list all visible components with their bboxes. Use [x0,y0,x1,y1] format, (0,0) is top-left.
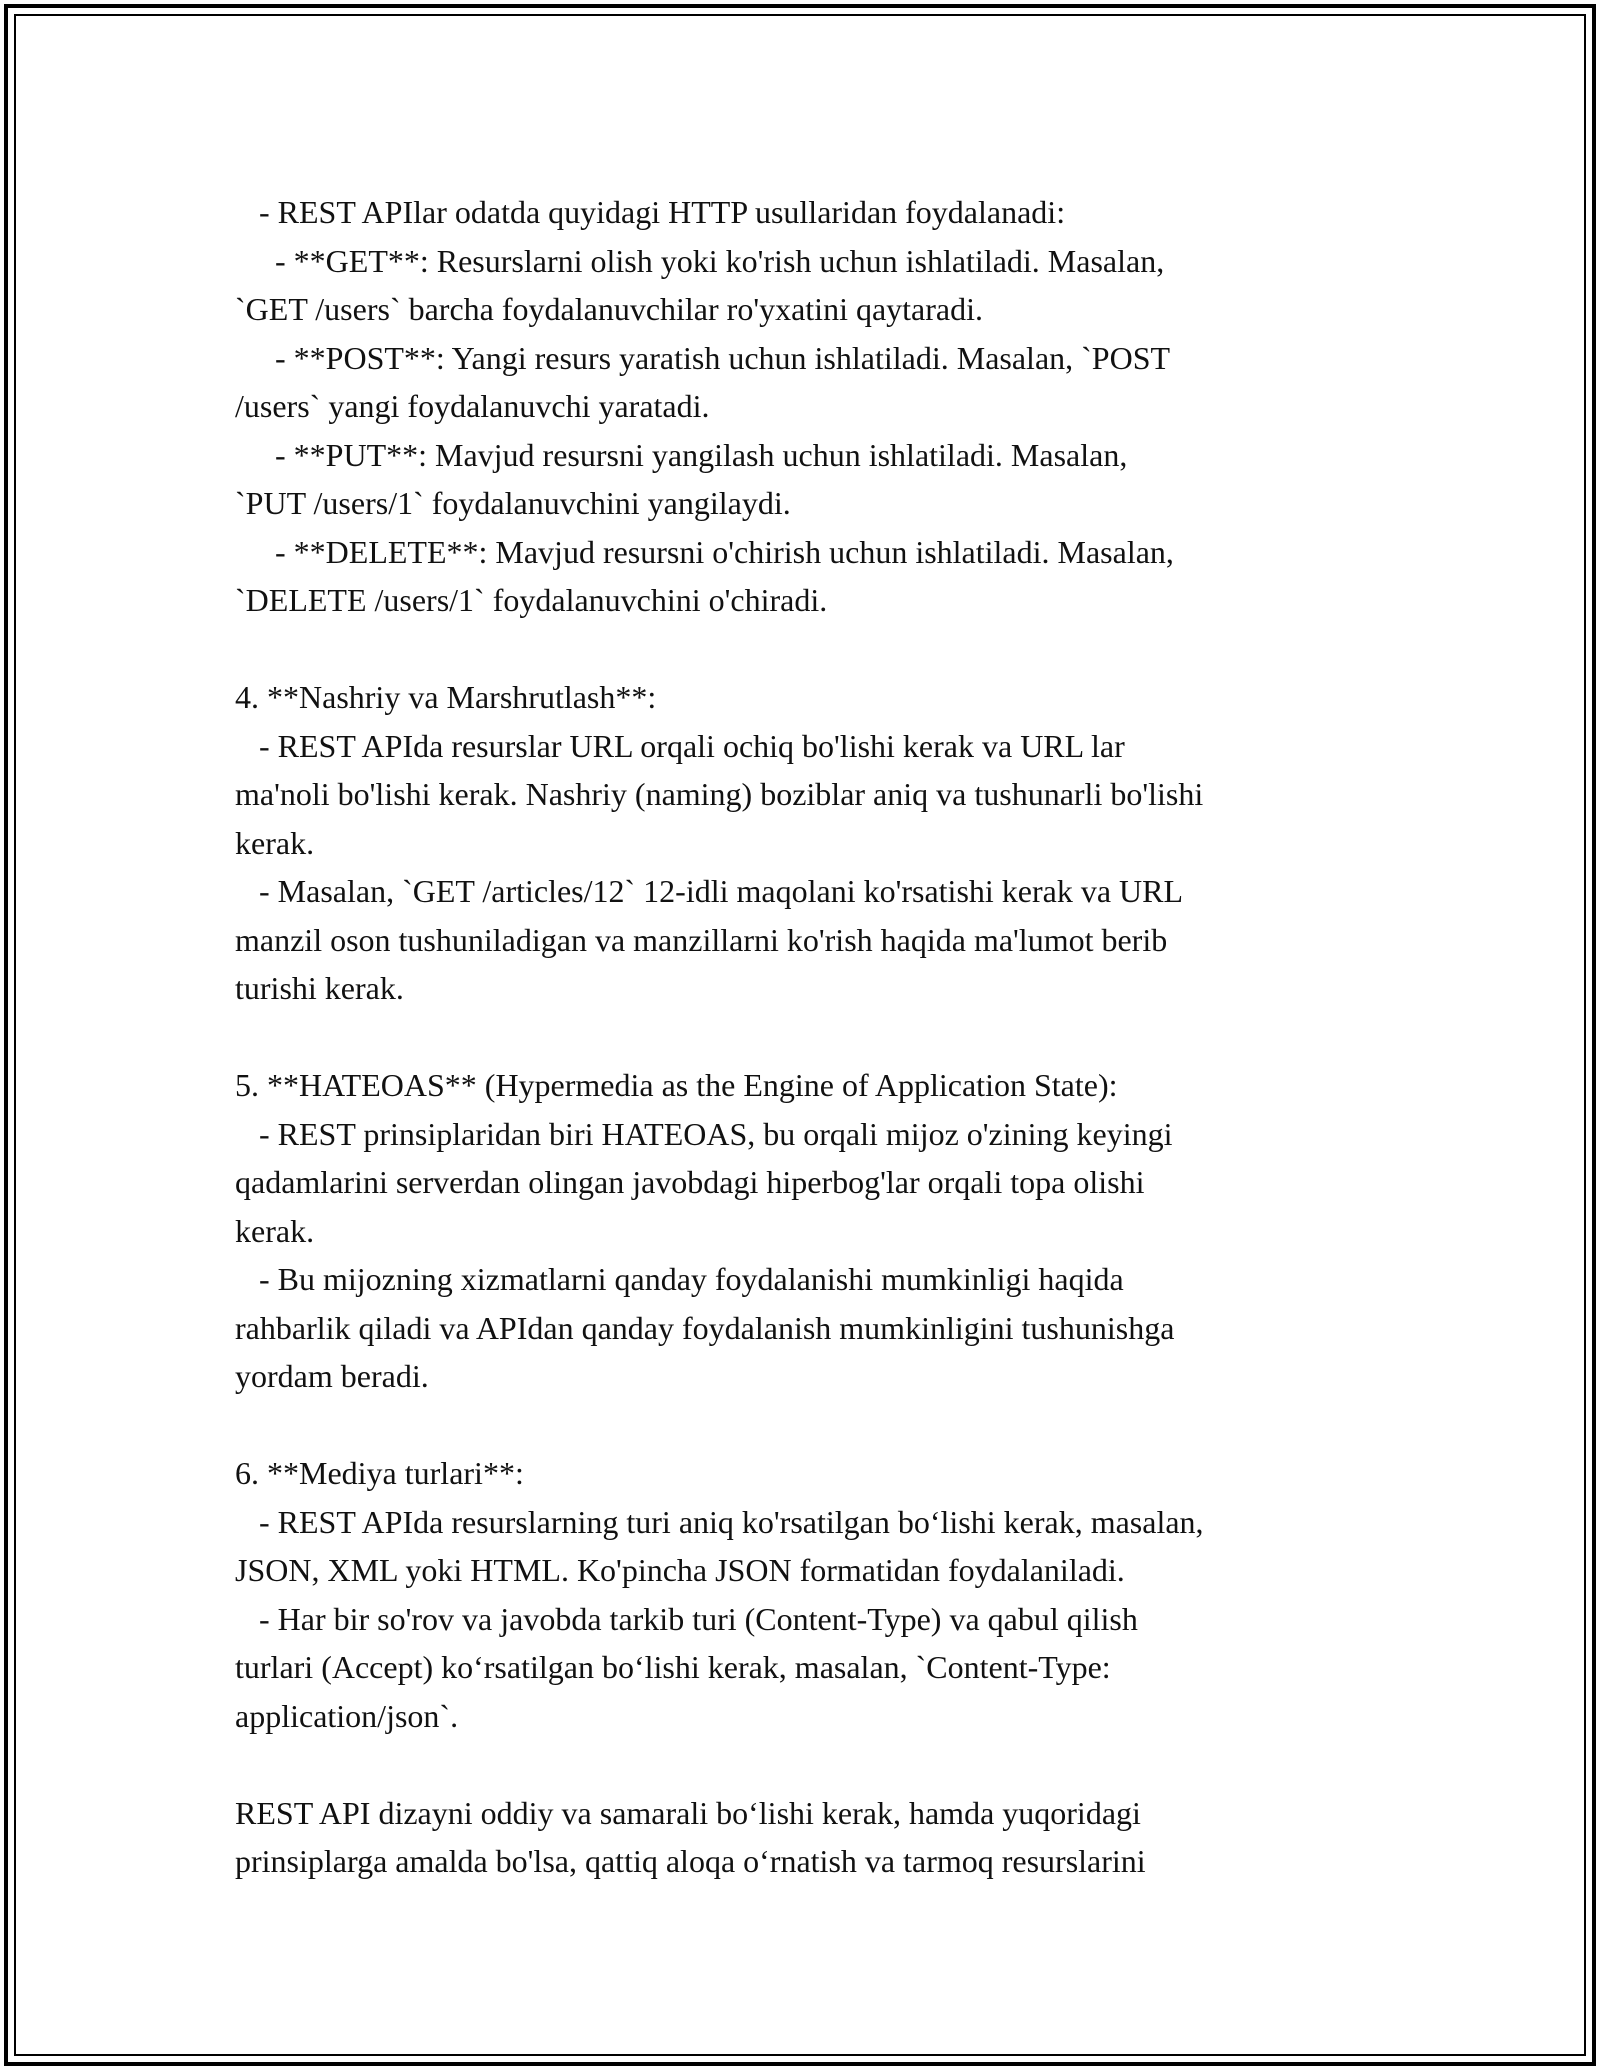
text-line: - REST prinsiplaridan biri HATEOAS, bu orqali mijoz o'zining keyingi [235,1115,1173,1152]
text-line: REST API dizayni oddiy va samarali bo‘lishi kerak, hamda yuqoridagi [235,1794,1141,1831]
section-heading: 5. **HATEOAS** (Hypermedia as the Engine of Application State): [235,1067,1118,1103]
text-line: - REST APIda resurslar URL orqali ochiq bo'lishi kerak va URL lar [235,727,1125,764]
blank-line [235,1013,1385,1062]
text-line: JSON, XML yoki HTML. Ko'pincha JSON formatidan foydalaniladi. [235,1552,1125,1588]
text-line: - **GET**: Resurslarni olish yoki ko'rish uchun ishlatiladi. Masalan, [235,242,1165,279]
text-line: `GET /users` barcha foydalanuvchilar ro'yxatini qaytaradi. [235,291,983,327]
section-heading: 6. **Mediya turlari**: [235,1455,524,1491]
text-line: manzil oson tushuniladigan va manzillarni ko'rish haqida ma'lumot berib [235,921,1168,958]
text-line: - **POST**: Yangi resurs yaratish uchun ishlatiladi. Masalan, `POST [235,339,1171,376]
text-line: turlari (Accept) ko‘rsatilgan bo‘lishi kerak, masalan, `Content-Type: [235,1649,1111,1685]
document-body [235,188,1385,1886]
text-line: turishi kerak. [235,970,404,1006]
blank-line [235,1740,1385,1789]
text-line: kerak. [235,824,315,861]
text-line: - Bu mijozning xizmatlarni qanday foydalanishi mumkinligi haqida [235,1261,1124,1297]
text-line: kerak. [235,1212,315,1249]
text-line: - REST APIda resurslarning turi aniq ko'rsatilgan bo‘lishi kerak, masalan, [235,1503,1204,1540]
text-line: prinsiplarga amalda bo'lsa, qattiq aloqa o‘rnatish va tarmoq resurslarini [235,1843,1146,1879]
text-line: application/json`. [235,1697,459,1734]
text-line: qadamlarini serverdan olingan javobdagi hiperbog'lar orqali topa olishi [235,1164,1145,1200]
blank-line [235,1401,1385,1450]
text-line: - Masalan, `GET /articles/12` 12-idli maqolani ko'rsatishi kerak va URL [235,873,1184,909]
text-line: - **PUT**: Mavjud resursni yangilash uchun ishlatiladi. Masalan, [235,436,1128,473]
text-line: `DELETE /users/1` foydalanuvchini o'chiradi. [235,582,828,618]
text-line: - REST APIlar odatda quyidagi HTTP usullaridan foydalanadi: [235,194,1066,230]
text-line: /users` yangi foydalanuvchi yaratadi. [235,388,710,424]
text-line: - **DELETE**: Mavjud resursni o'chirish uchun ishlatiladi. Masalan, [235,533,1174,570]
section-heading: 4. **Nashriy va Marshrutlash**: [235,679,657,715]
text-line: yordam beradi. [235,1358,429,1394]
text-line: rahbarlik qiladi va APIdan qanday foydalanish mumkinligini tushunishga [235,1309,1175,1346]
text-line: - Har bir so'rov va javobda tarkib turi (Content-Type) va qabul qilish [235,1600,1138,1637]
text-line: `PUT /users/1` foydalanuvchini yangilaydi. [235,485,791,521]
text-line: ma'noli bo'lishi kerak. Nashriy (naming) boziblar aniq va tushunarli bo'lishi [235,776,1204,812]
blank-line [235,625,1385,674]
